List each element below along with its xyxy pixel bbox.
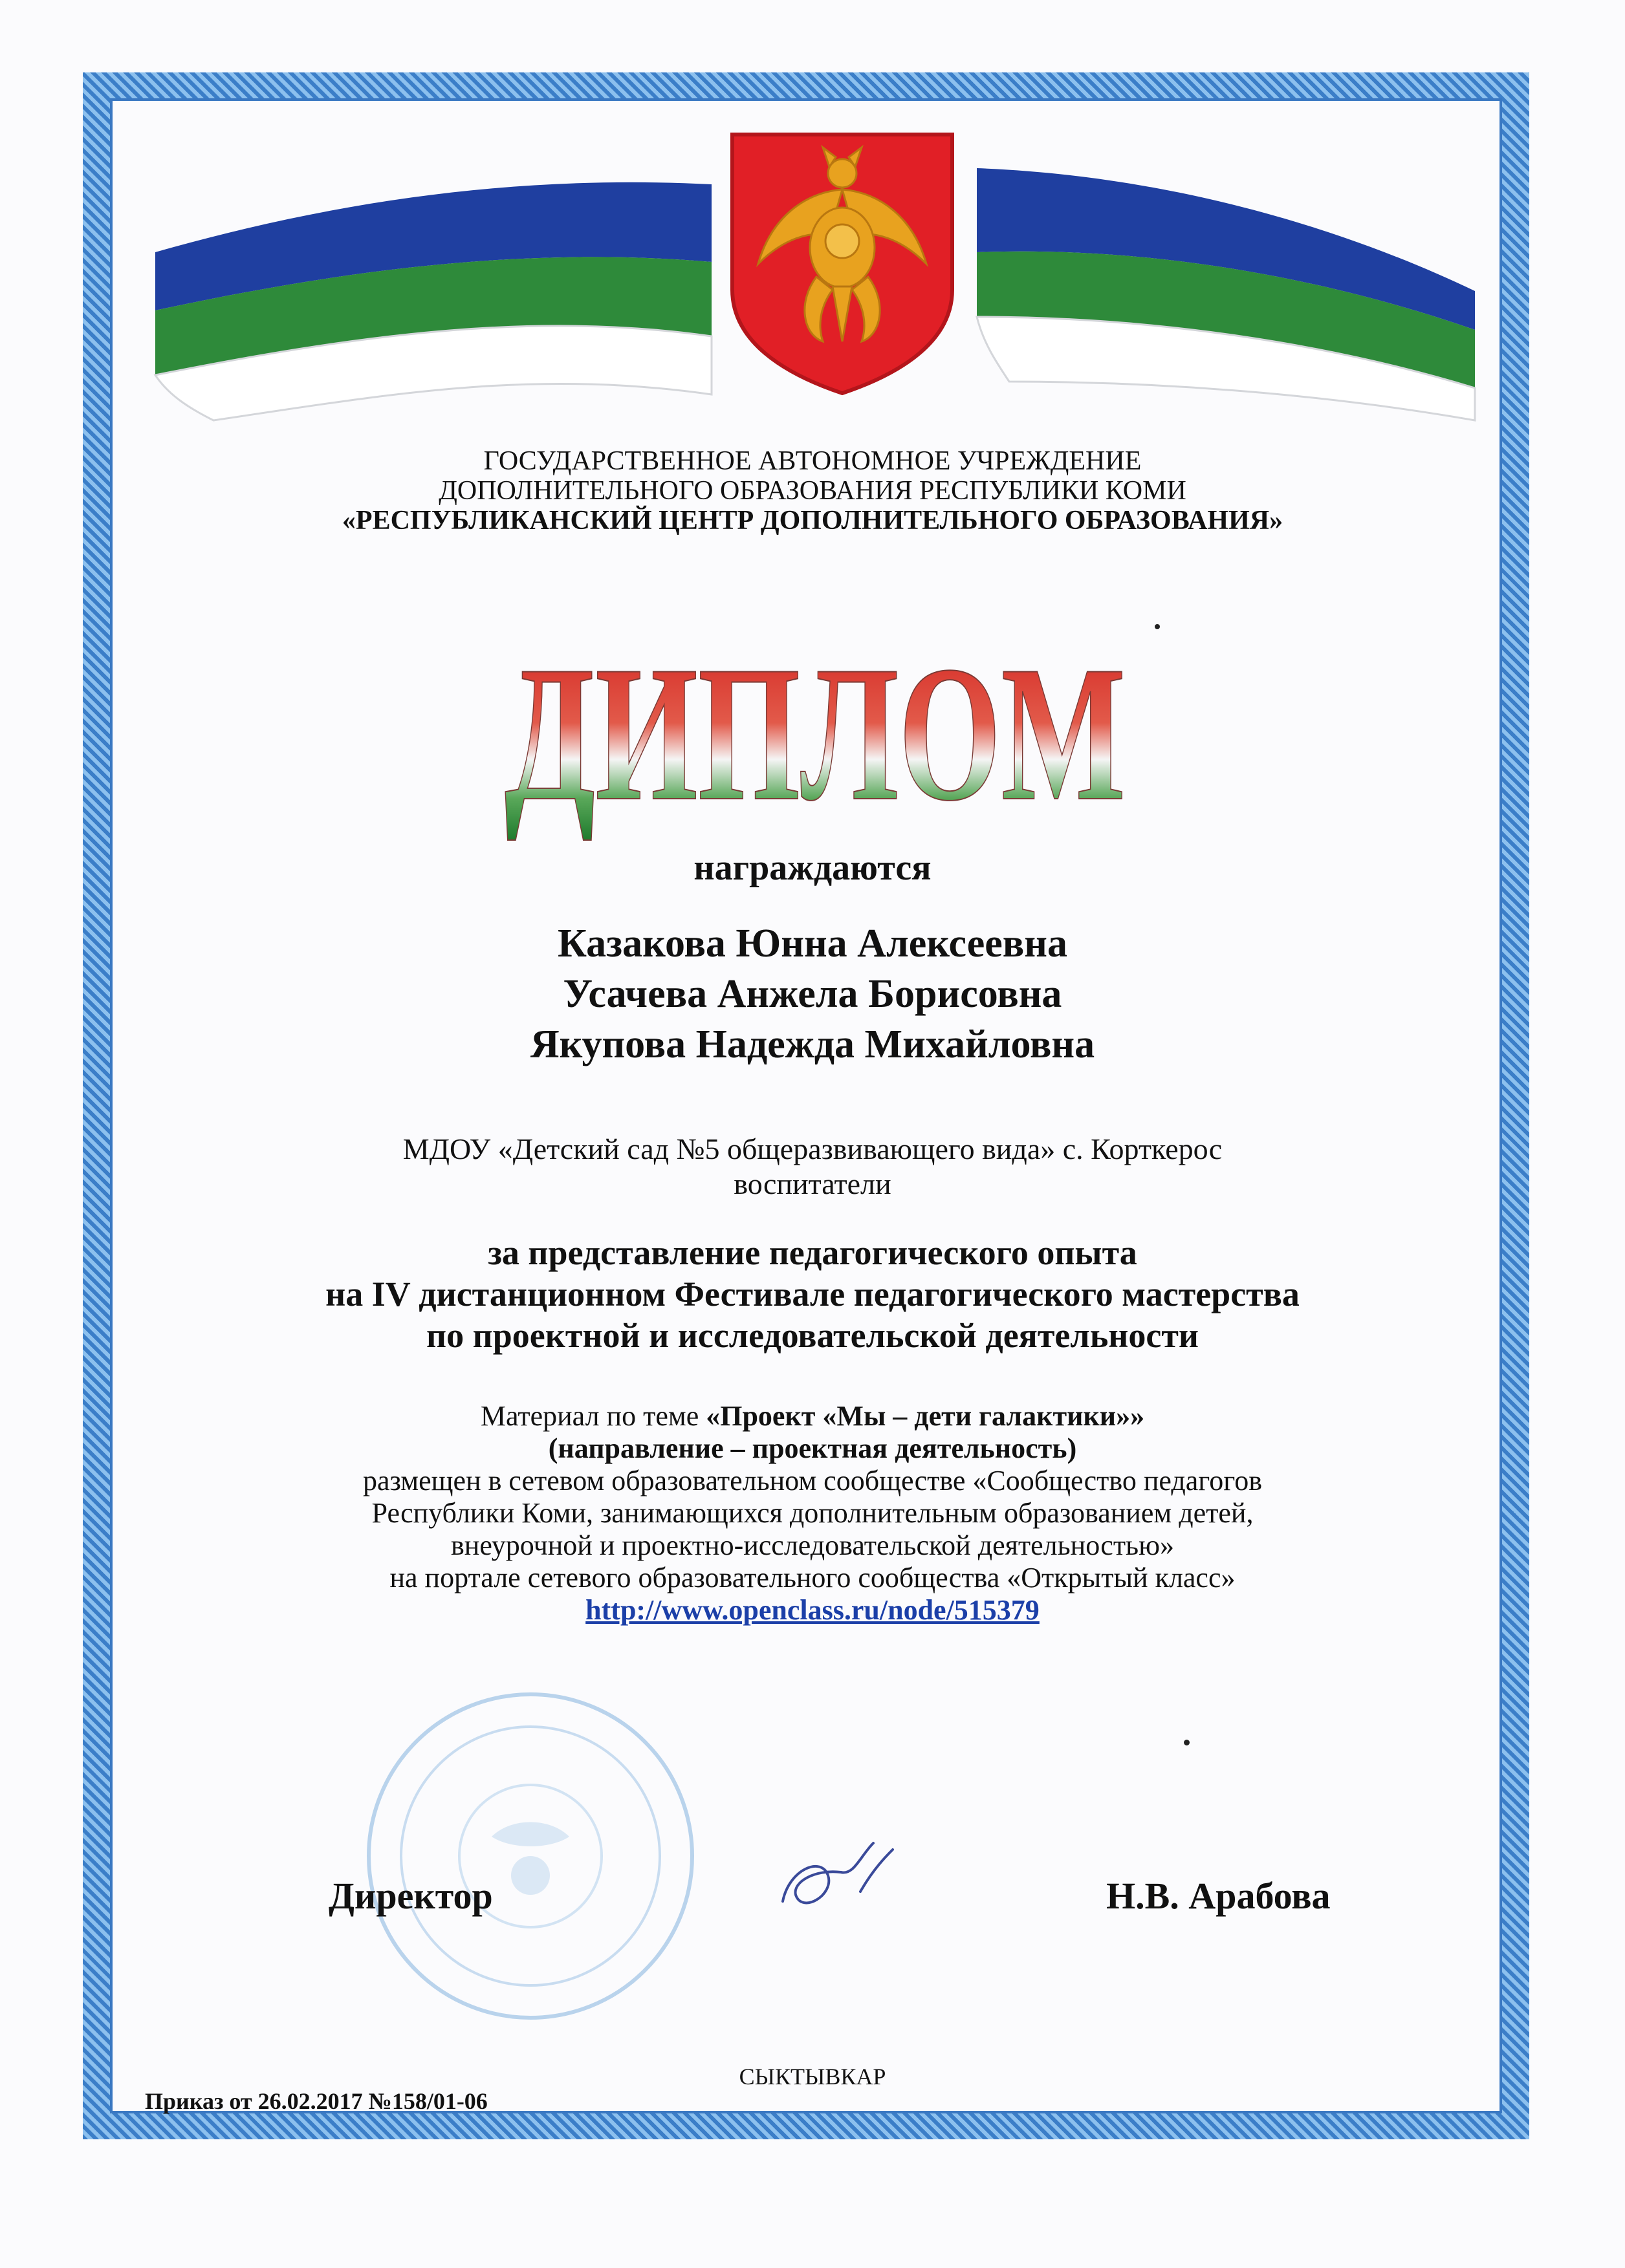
director-position: Директор [329, 1875, 493, 1917]
left-flag [155, 182, 712, 420]
material-topic-line [0, 1400, 1625, 1432]
material-block [0, 1400, 1625, 1626]
material-line-6: на портале сетевого образовательного сообщества «Открытый класс» [389, 1562, 1236, 1593]
reason-line-1: за представление педагогического опыта [488, 1233, 1137, 1272]
institution-name: МДОУ «Детский сад №5 общеразвивающего вида» с. Корткерос [402, 1132, 1223, 1165]
recipient-name: Усачева Анжела Борисовна [563, 972, 1062, 1016]
awarded-label: награждаются [693, 848, 932, 888]
award-reason [0, 1232, 1625, 1356]
reason-line-2: на IV дистанционном Фестивале педагогического мастерства [325, 1275, 1300, 1313]
right-flag [977, 168, 1475, 420]
official-stamp [362, 1688, 699, 2024]
org-line-2: ДОПОЛНИТЕЛЬНОГО ОБРАЗОВАНИЯ РЕСПУБЛИКИ КОМИ [439, 476, 1186, 506]
signature-scribble [763, 1830, 919, 1934]
recipient-list [0, 918, 1625, 1070]
coat-of-arms-icon [726, 128, 959, 400]
city-label: СЫКТЫВКАР [739, 2064, 886, 2090]
material-topic: «Проект «Мы – дети галактики»» [706, 1400, 1145, 1432]
diploma-title [492, 576, 1139, 847]
institution-block [0, 1132, 1625, 1202]
organization-header [0, 446, 1625, 535]
material-line-5: внеурочной и проектно-исследовательской деятельностью» [451, 1529, 1174, 1561]
order-reference: Приказ от 26.02.2017 №158/01-06 [145, 2088, 488, 2114]
reason-line-3: по проектной и исследовательской деятельности [426, 1316, 1199, 1355]
recipient-name: Якупова Надежда Михайловна [530, 1022, 1095, 1066]
diploma-title-text: ДИПЛОМ [505, 626, 1126, 841]
material-line-4: Республики Коми, занимающихся дополнительным образованием детей, [371, 1497, 1254, 1529]
org-line-3: «РЕСПУБЛИКАНСКИЙ ЦЕНТР ДОПОЛНИТЕЛЬНОГО ОБРАЗОВАНИЯ» [342, 506, 1283, 535]
org-line-1: ГОСУДАРСТВЕННОЕ АВТОНОМНОЕ УЧРЕЖДЕНИЕ [483, 446, 1142, 476]
material-prefix: Материал по теме [480, 1400, 706, 1432]
scan-speck [1184, 1740, 1190, 1745]
recipient-name: Казакова Юнна Алексеевна [558, 922, 1067, 966]
scan-speck [1155, 624, 1160, 629]
director-name: Н.В. Арабова [1106, 1875, 1331, 1917]
material-link[interactable]: http://www.openclass.ru/node/515379 [585, 1594, 1040, 1626]
material-direction: (направление – проектная деятельность) [548, 1432, 1077, 1464]
material-line-3: размещен в сетевом образовательном сообществе «Сообщество педагогов [363, 1465, 1262, 1496]
institution-role: воспитатели [734, 1167, 891, 1200]
